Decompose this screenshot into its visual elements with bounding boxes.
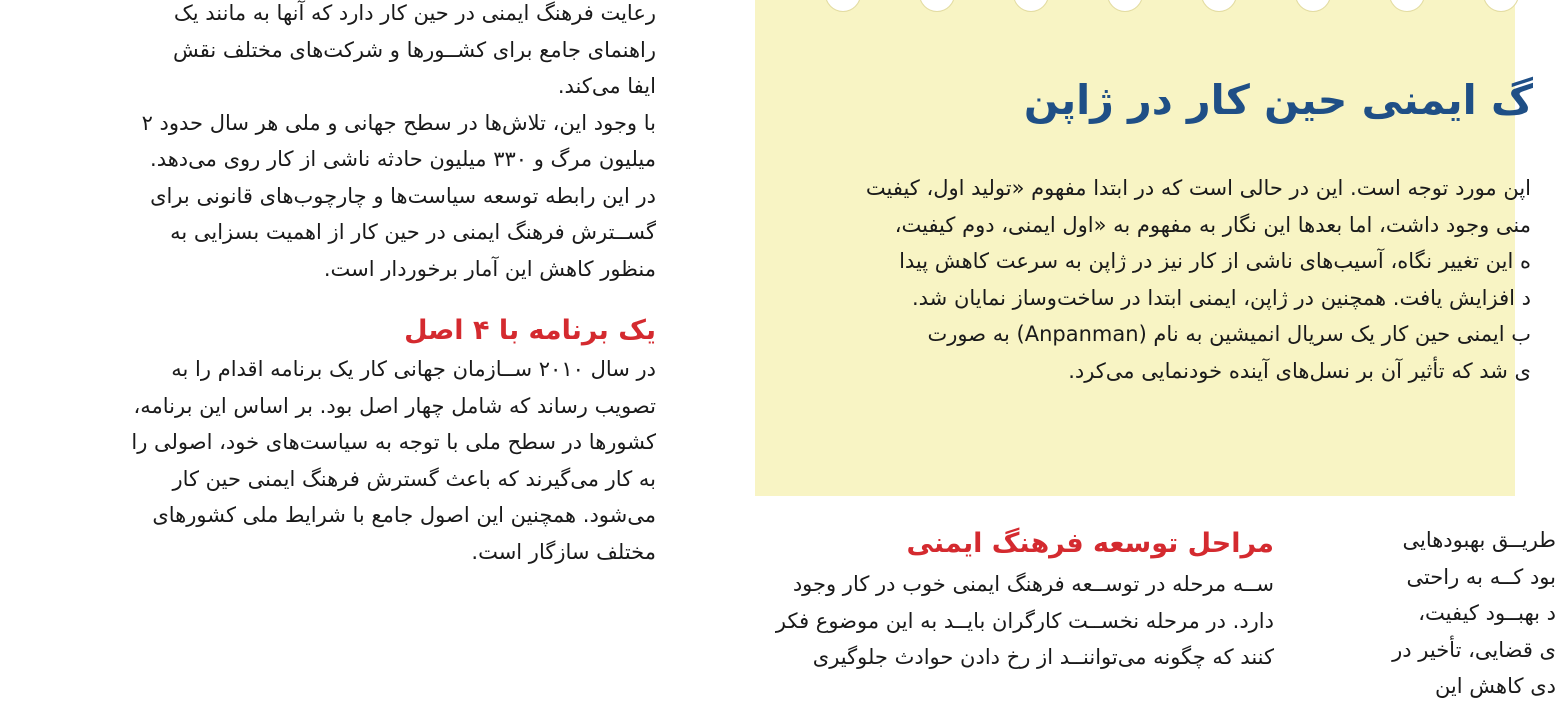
- body-line: ی قضایی، تأخیر در: [1392, 637, 1556, 662]
- left-article-column: [82, 0, 656, 570]
- section-heading: یک برنامه با ۴ اصل: [404, 315, 656, 346]
- dot-decoration: [1295, 0, 1331, 12]
- dot-decoration: [919, 0, 955, 12]
- body-line: دارد. در مرحله نخســت کارگران بایــد به این موضوع فکر: [775, 608, 1274, 633]
- box-text: [821, 170, 1531, 389]
- box-line: اپن مورد توجه است. این در حالی است که در ابتدا مفهوم «تولید اول، کیفیت: [865, 176, 1531, 200]
- box-line: د افزایش یافت. همچنین در ژاپن، ایمنی ابتدا در ساخت‌وساز نمایان شد.: [911, 285, 1531, 310]
- body-line: کنند که چگونه می‌تواننــد از رخ دادن حوادث جلوگیری: [812, 645, 1274, 669]
- box-line: ب ایمنی حین کار یک سریال انمیشین به نام (Anpanman) به صورت: [927, 322, 1531, 346]
- intro-line: راهنمای جامع برای کشــورها و شرکت‌های مختلف نقش: [172, 37, 656, 62]
- middle-article-column: [700, 524, 1274, 676]
- box-line: منی وجود داشت، اما بعدها این نگار به مفهوم به «اول ایمنی، دوم کیفیت،: [894, 212, 1531, 237]
- decorative-dots: [795, 0, 1535, 6]
- body-line: د بهبــود کیفیت،: [1418, 601, 1556, 625]
- box-line: ی شد که تأثیر آن بر نسل‌های آینده خودنمایی می‌کرد.: [1068, 358, 1531, 383]
- body-line: کشورها در سطح ملی با توجه به سیاست‌های خود، اصولی را: [131, 430, 656, 454]
- body-line: در این رابطه توسعه سیاست‌ها و چارچوب‌های قانونی برای: [150, 183, 656, 208]
- body-line: گســترش فرهنگ ایمنی در حین کار از اهمیت بسزایی به: [170, 220, 656, 244]
- body-line: دی کاهش این: [1434, 674, 1556, 698]
- dot-decoration: [1389, 0, 1425, 12]
- body-line: تصویب رساند که شامل چهار اصل بود. بر اساس این برنامه،: [133, 393, 656, 418]
- japan-sidebar-box: [755, 0, 1533, 496]
- section-heading: مراحل توسعه فرهنگ ایمنی: [906, 528, 1274, 559]
- body-line: طریــق بهبودهایی: [1402, 528, 1556, 552]
- body-line: بود کــه به راحتی: [1406, 564, 1556, 589]
- body-line: ســه مرحله در توســعه فرهنگ ایمنی خوب در کار وجود: [792, 572, 1274, 596]
- right-article-column: [1316, 522, 1556, 705]
- intro-line: رعایت فرهنگ ایمنی در حین کار دارد که آنها به مانند یک: [173, 1, 656, 25]
- body-line: با وجود این، تلاش‌ها در سطح جهانی و ملی هر سال حدود ۲: [141, 110, 656, 135]
- body-line: منظور کاهش این آمار برخوردار است.: [323, 256, 656, 281]
- dot-decoration: [1107, 0, 1143, 12]
- body-line: در سال ۲۰۱۰ ســازمان جهانی کار یک برنامه اقدام را به: [171, 357, 656, 381]
- box-title: گ ایمنی حین کار در ژاپن: [1023, 76, 1533, 124]
- dot-decoration: [1013, 0, 1049, 12]
- dot-decoration: [1201, 0, 1237, 12]
- box-line: ه این تغییر نگاه، آسیب‌های ناشی از کار نیز در ژاپن به سرعت کاهش پیدا: [899, 249, 1531, 273]
- dot-decoration: [1483, 0, 1519, 12]
- body-line: میلیون مرگ و ۳۳۰ میلیون حادثه ناشی از کار روی می‌دهد.: [150, 147, 656, 171]
- body-line: مختلف ساز‌گار است.: [471, 539, 656, 564]
- dot-decoration: [825, 0, 861, 12]
- intro-line: ایفا می‌کند.: [557, 74, 656, 98]
- body-line: می‌شود. همچنین این اصول جامع با شرایط ملی کشورهای: [152, 503, 656, 527]
- body-line: به کار می‌گیرند که باعث گسترش فرهنگ ایمنی حین کار: [172, 466, 656, 491]
